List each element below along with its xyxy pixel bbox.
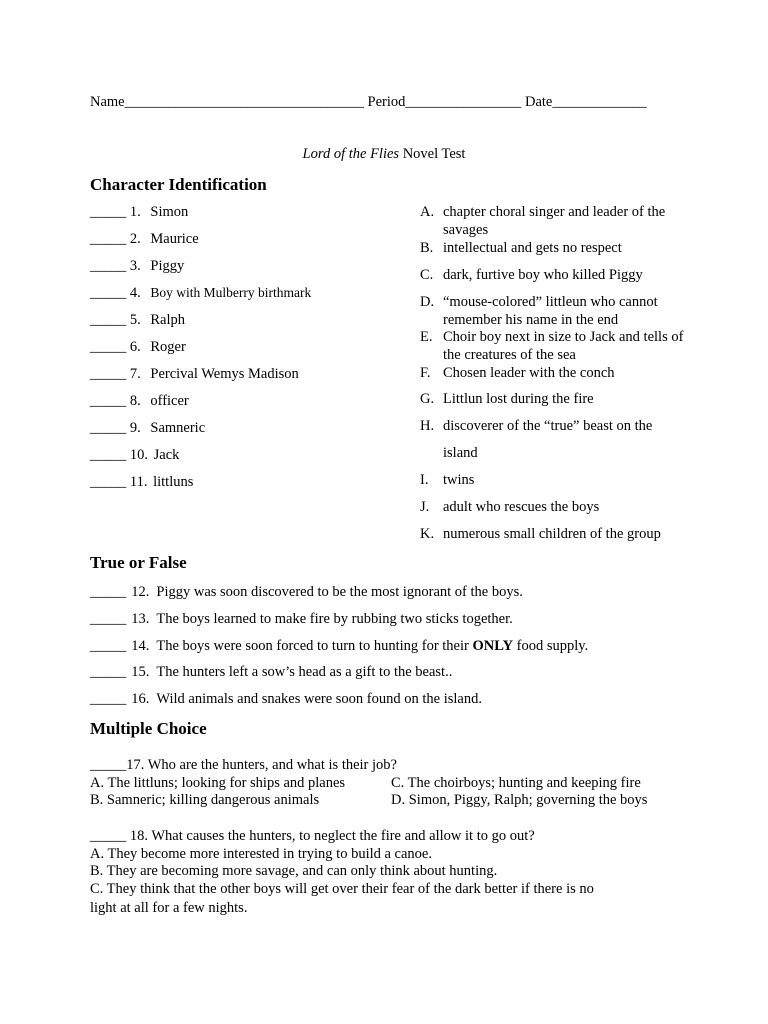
description-letter: J.	[420, 499, 430, 515]
statement-text: The boys were soon forced to turn to hunting for their	[156, 638, 473, 654]
character-item	[90, 420, 205, 437]
character-name: Roger	[150, 339, 186, 355]
statement-text: The hunters left a sow’s head as a gift to the beast..	[156, 664, 453, 680]
item-number: 11.	[126, 474, 148, 490]
truefalse-item	[90, 664, 452, 681]
description-text: twins	[443, 472, 475, 488]
description-letter: C.	[420, 267, 434, 283]
truefalse-item	[90, 584, 523, 601]
description-text: discoverer of the “true” beast on the	[443, 418, 653, 434]
item-number: 5.	[126, 312, 141, 328]
emphasis-text: ONLY	[472, 638, 514, 654]
description-text: “mouse-colored” littleun who cannot remember his name in the end	[443, 294, 658, 328]
item-number: 15.	[131, 664, 150, 680]
description-text: Choir boy next in size to Jack and tells of the creatures of the sea	[443, 329, 684, 363]
q17-option-b[interactable]: B. Samneric; killing dangerous animals	[90, 792, 320, 808]
q17-option-c[interactable]: C. The choirboys; hunting and keeping fire	[391, 775, 641, 791]
character-item	[90, 231, 199, 248]
q18-option-a[interactable]: A. They become more interested in trying to build a canoe.	[90, 846, 432, 862]
statement-text: Piggy was soon discovered to be the most ignorant of the boys.	[156, 584, 523, 600]
description-letter: K.	[420, 526, 435, 542]
section-heading-truefalse: True or False	[90, 553, 187, 572]
description-letter: B.	[420, 240, 434, 256]
item-number: 7.	[126, 366, 141, 382]
character-item	[90, 285, 311, 302]
character-item	[90, 339, 186, 356]
description-text: intellectual and gets no respect	[443, 240, 622, 256]
item-number: 10.	[126, 447, 148, 463]
item-number: 9.	[126, 420, 141, 436]
answer-blank[interactable]: _____	[90, 339, 127, 355]
character-item	[90, 474, 193, 491]
section-heading-multiple: Multiple Choice	[90, 719, 207, 738]
character-item	[90, 366, 299, 383]
answer-blank[interactable]: _____	[90, 231, 127, 247]
header-line	[90, 94, 647, 111]
answer-blank[interactable]: _____	[90, 366, 127, 382]
character-name: officer	[150, 393, 189, 409]
description-letter: E.	[420, 329, 433, 345]
item-number: 12.	[131, 584, 150, 600]
answer-blank[interactable]: _____	[90, 611, 127, 627]
title-rest: Novel Test	[399, 146, 466, 162]
answer-blank[interactable]: _____	[90, 664, 127, 680]
answer-blank[interactable]: _____	[90, 691, 127, 707]
description-letter: A.	[420, 204, 435, 220]
truefalse-item	[90, 611, 513, 628]
page-title	[0, 146, 768, 163]
character-name: Percival Wemys Madison	[150, 366, 299, 382]
statement-text-end: food supply.	[513, 638, 589, 654]
character-item	[90, 258, 184, 275]
answer-blank[interactable]: _____	[90, 447, 127, 463]
description-text: Chosen leader with the conch	[443, 365, 615, 381]
item-number: 8.	[126, 393, 141, 409]
character-name: Maurice	[150, 231, 199, 247]
item-number: 2.	[126, 231, 141, 247]
truefalse-item	[90, 691, 482, 708]
item-number: 1.	[126, 204, 141, 220]
description-letter: G.	[420, 391, 435, 407]
character-name: Samneric	[150, 420, 206, 436]
answer-blank[interactable]: _____	[90, 312, 127, 328]
q18-option-b[interactable]: B. They are becoming more savage, and can only think about hunting.	[90, 863, 498, 879]
description-letter: H.	[420, 418, 435, 434]
answer-blank[interactable]: _____	[90, 285, 127, 301]
q17-option-a[interactable]: A. The littluns; looking for ships and planes	[90, 775, 346, 791]
period-field[interactable]: Period________________	[367, 94, 522, 110]
description-letter: F.	[420, 365, 431, 381]
answer-blank[interactable]: _____	[90, 258, 127, 274]
item-number: 16.	[131, 691, 150, 707]
item-number: 6.	[126, 339, 141, 355]
character-name: Simon	[150, 204, 189, 220]
character-item	[90, 447, 179, 464]
answer-blank[interactable]: _____	[90, 638, 127, 654]
character-name: Piggy	[150, 258, 185, 274]
statement-text: Wild animals and snakes were soon found on the island.	[156, 691, 482, 707]
description-text: chapter choral singer and leader of the savages	[443, 204, 666, 238]
character-name: Ralph	[150, 312, 186, 328]
truefalse-item	[90, 638, 588, 655]
question-18: _____ 18. What causes the hunters, to neglect the fire and allow it to go out?	[90, 828, 535, 844]
item-number: 14.	[131, 638, 150, 654]
description-text: numerous small children of the group	[443, 526, 661, 542]
answer-blank[interactable]: _____	[90, 393, 127, 409]
character-item	[90, 204, 188, 221]
description-letter: D.	[420, 294, 435, 310]
description-letter: I.	[420, 472, 429, 488]
item-number: 4.	[126, 285, 141, 301]
section-heading-character: Character Identification	[90, 175, 267, 194]
name-field[interactable]: Name_________________________________	[90, 94, 364, 110]
question-17: _____17. Who are the hunters, and what is their job?	[90, 757, 397, 773]
q18-option-c-continued: light at all for a few nights.	[90, 900, 248, 916]
description-text: Littlun lost during the fire	[443, 391, 594, 407]
book-title: Lord of the Flies	[302, 146, 400, 162]
answer-blank[interactable]: _____	[90, 474, 127, 490]
character-item	[90, 393, 189, 410]
item-number: 3.	[126, 258, 141, 274]
answer-blank[interactable]: _____	[90, 204, 127, 220]
q18-option-c[interactable]: C. They think that the other boys will get over their fear of the dark better if there is no	[90, 881, 594, 897]
statement-text: The boys learned to make fire by rubbing two sticks together.	[156, 611, 513, 627]
date-field[interactable]: Date_____________	[524, 94, 647, 110]
item-number: 13.	[131, 611, 150, 627]
character-item	[90, 312, 185, 329]
answer-blank[interactable]: _____	[90, 584, 127, 600]
description-text: dark, furtive boy who killed Piggy	[443, 267, 643, 283]
character-name: Jack	[153, 447, 180, 463]
description-text: island	[443, 445, 478, 461]
description-text: adult who rescues the boys	[443, 499, 600, 515]
q17-option-d[interactable]: D. Simon, Piggy, Ralph; governing the boys	[391, 792, 648, 808]
character-name: Boy with Mulberry birthmark	[150, 285, 312, 300]
character-name: littluns	[153, 474, 194, 490]
answer-blank[interactable]: _____	[90, 420, 127, 436]
